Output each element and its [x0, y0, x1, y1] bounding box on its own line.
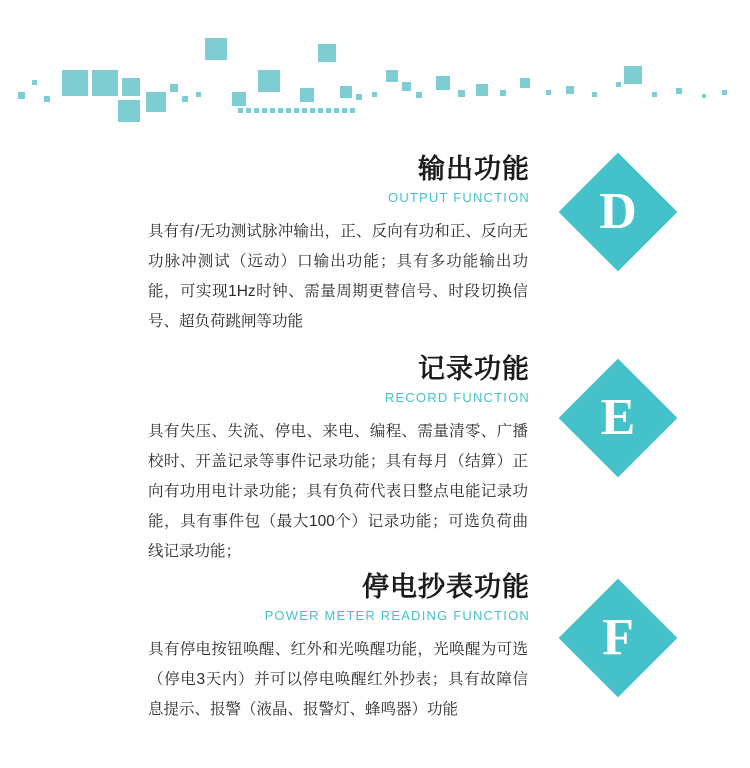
mosaic-square	[270, 108, 275, 113]
mosaic-square	[254, 108, 259, 113]
mosaic-square	[592, 92, 597, 97]
mosaic-square	[246, 108, 251, 113]
badge-e	[558, 358, 678, 478]
mosaic-square	[122, 78, 140, 96]
mosaic-square	[342, 108, 347, 113]
mosaic-square	[702, 94, 706, 98]
section-title: 输出功能	[418, 154, 530, 184]
mosaic-square	[92, 70, 118, 96]
mosaic-square	[386, 70, 398, 82]
mosaic-square	[170, 84, 178, 92]
mosaic-square	[310, 108, 315, 113]
section-title: 记录功能	[418, 354, 530, 384]
mosaic-square	[146, 92, 166, 112]
mosaic-square	[624, 66, 642, 84]
mosaic-square	[232, 92, 246, 106]
section-body: 具有失压、失流、停电、来电、编程、需量清零、广播校时、开盖记录等事件记录功能；具有每月（结算）正向有功用电计录功能；具有负荷代表日整点电能记录功能，具有事件包（最大100个）记录功能；可选负荷曲线记录功能；	[148, 423, 528, 560]
mosaic-square	[258, 70, 280, 92]
mosaic-square	[32, 80, 37, 85]
mosaic-square	[616, 82, 621, 87]
section-title: 停电抄表功能	[362, 572, 530, 602]
mosaic-square	[182, 96, 188, 102]
mosaic-square	[476, 84, 488, 96]
mosaic-square	[118, 100, 140, 122]
badge-f	[558, 578, 678, 698]
mosaic-square	[520, 78, 530, 88]
section-subtitle: POWER METER READING FUNCTION	[264, 608, 530, 623]
mosaic-square	[652, 92, 657, 97]
mosaic-square	[262, 108, 267, 113]
mosaic-square	[18, 92, 25, 99]
mosaic-square	[416, 92, 422, 98]
mosaic-square	[546, 90, 551, 95]
mosaic-square	[302, 108, 307, 113]
mosaic-square	[372, 92, 377, 97]
badge-letter: E	[600, 389, 636, 446]
badge-letter: D	[599, 183, 637, 240]
mosaic-square	[326, 108, 331, 113]
mosaic-square	[294, 108, 299, 113]
mosaic-square	[205, 38, 227, 60]
mosaic-square	[334, 108, 339, 113]
mosaic-square	[402, 82, 411, 91]
mosaic-square	[238, 108, 243, 113]
section-body: 具有停电按钮唤醒、红外和光唤醒功能，光唤醒为可选（停电3天内）并可以停电唤醒红外抄表；具有故障信息提示、报警（液晶、报警灯、蜂鸣器）功能	[148, 641, 528, 718]
mosaic-square	[278, 108, 283, 113]
mosaic-square	[458, 90, 465, 97]
mosaic-square	[340, 86, 352, 98]
section-subtitle: RECORD FUNCTION	[384, 390, 530, 405]
mosaic-square	[196, 92, 201, 97]
mosaic-square	[318, 108, 323, 113]
mosaic-square	[300, 88, 314, 102]
mosaic-banner-decoration	[0, 0, 750, 140]
mosaic-square	[676, 88, 682, 94]
mosaic-square	[62, 70, 88, 96]
section-subtitle: OUTPUT FUNCTION	[388, 190, 530, 205]
mosaic-square	[566, 86, 574, 94]
mosaic-square	[356, 94, 362, 100]
mosaic-square	[436, 76, 450, 90]
mosaic-square	[500, 90, 506, 96]
mosaic-square	[44, 96, 50, 102]
mosaic-square	[286, 108, 291, 113]
mosaic-square	[318, 44, 336, 62]
mosaic-square	[722, 90, 727, 95]
badge-letter: F	[602, 609, 634, 666]
mosaic-square	[350, 108, 355, 113]
badge-d	[558, 152, 678, 272]
section-body: 具有有/无功测试脉冲输出，正、反向有功和正、反向无功脉冲测试（远动）口输出功能；具有多功能输出功能，可实现1Hz时钟、需量周期更替信号、时段切换信号、超负荷跳闸等功能	[148, 223, 528, 330]
